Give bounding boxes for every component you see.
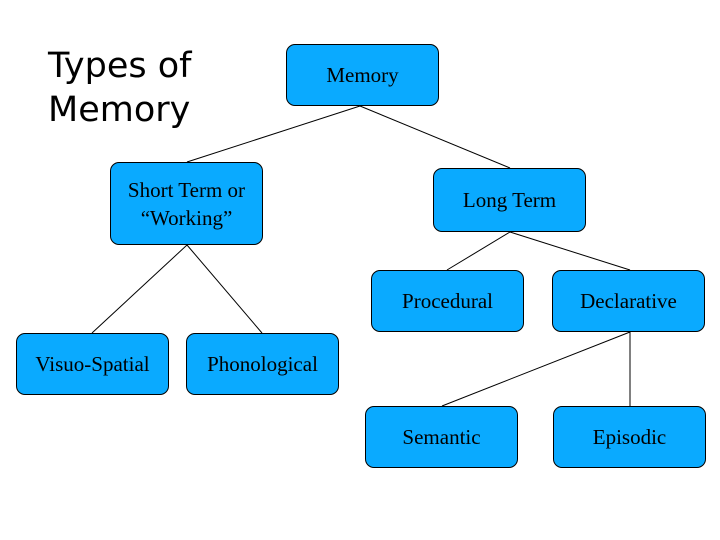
node-long-term: Long Term [433, 168, 586, 232]
link-memory-short-term [187, 106, 360, 162]
node-phonological: Phonological [186, 333, 339, 395]
node-procedural: Procedural [371, 270, 524, 332]
node-short-term: Short Term or “Working” [110, 162, 263, 245]
node-episodic: Episodic [553, 406, 706, 468]
diagram-title: Types of Memory [48, 46, 192, 130]
link-long-term-declarative [510, 232, 630, 270]
link-memory-long-term [360, 106, 510, 168]
link-short-term-visuo-spatial [92, 245, 187, 333]
link-short-term-phonological [187, 245, 262, 333]
link-declarative-semantic [442, 332, 630, 406]
node-memory: Memory [286, 44, 439, 106]
link-long-term-procedural [447, 232, 510, 270]
node-declarative: Declarative [552, 270, 705, 332]
node-visuo-spatial: Visuo-Spatial [16, 333, 169, 395]
node-semantic: Semantic [365, 406, 518, 468]
